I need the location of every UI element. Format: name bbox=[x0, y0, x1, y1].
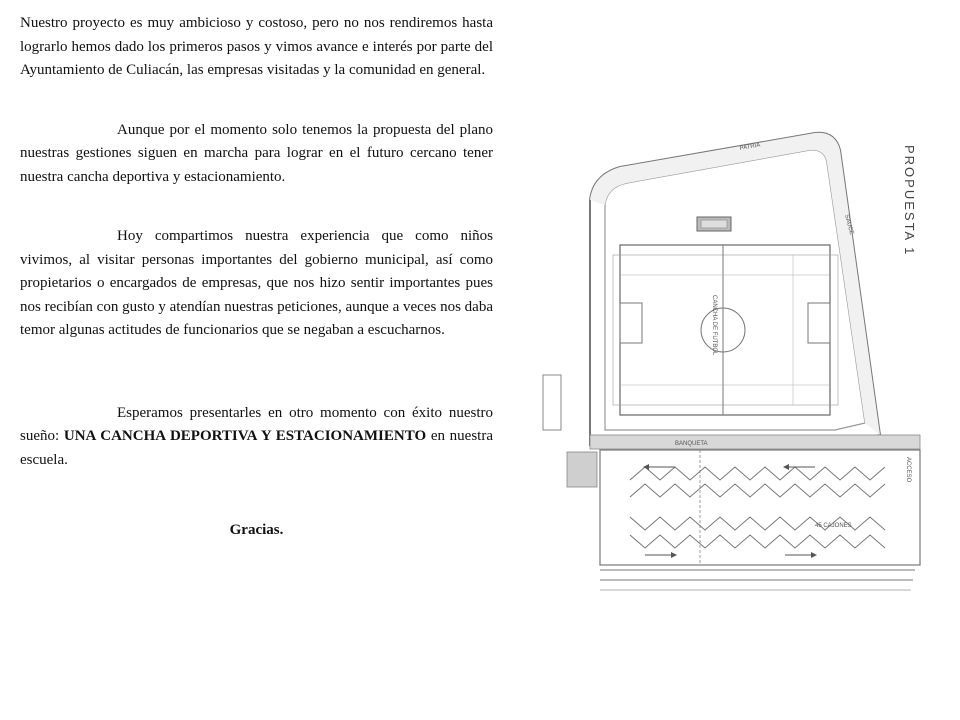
arrow-3-head bbox=[671, 552, 677, 558]
field-outer-line bbox=[613, 255, 838, 405]
label-street-top: PATRIA bbox=[739, 142, 761, 152]
plan-title: PROPUESTA 1 bbox=[902, 145, 917, 257]
parking-stalls-row2 bbox=[630, 484, 885, 497]
label-parking: 45 CAJONES bbox=[815, 523, 852, 529]
paragraph-4-highlight: UNA CANCHA DEPORTIVA Y ESTACIONAMIENTO bbox=[63, 428, 427, 444]
label-walkway: BANQUETA bbox=[675, 441, 708, 447]
paragraph-4 bbox=[20, 402, 493, 473]
right-goal-area bbox=[808, 303, 830, 343]
paragraph-4-start: Esperamos presentarles en otro momento con éxito nuestro sueño: bbox=[20, 404, 493, 444]
site-plan-drawing bbox=[535, 105, 945, 625]
paragraph-4-end: en nuestra escuela. bbox=[20, 428, 493, 468]
site-plan-svg bbox=[535, 105, 945, 625]
arrow-4-head bbox=[811, 552, 817, 558]
parking-stalls-top bbox=[630, 467, 885, 480]
text-column bbox=[20, 12, 493, 543]
arrow-1-head bbox=[643, 464, 649, 470]
property-inner-outline bbox=[605, 150, 865, 430]
side-building bbox=[543, 375, 561, 430]
left-goal-area bbox=[620, 303, 642, 343]
small-building-inner bbox=[701, 220, 727, 228]
label-field: CANCHA DE FUTBOL bbox=[711, 295, 717, 356]
arrow-2-head bbox=[783, 464, 789, 470]
label-street-right: SAUCE bbox=[843, 213, 855, 236]
walkway-band bbox=[590, 435, 920, 449]
soccer-field bbox=[620, 245, 830, 415]
parking-stalls-bottom bbox=[630, 535, 885, 548]
paragraph-3: Hoy compartimos nuestra experiencia que como niños vivimos, al visitar personas importantes del gobierno municipal, así como propietarios o encargados de empresas, que nos hizo sentir importantes pues nos recibían con gusto y atendían nuestras peticiones, aunque a veces nos daba temor algunas actitudes de funcionarios que se negaban a escucharnos. bbox=[20, 228, 493, 338]
sidewalk-strip bbox=[590, 133, 880, 435]
paragraph-2: Aunque por el momento solo tenemos la propuesta del plano nuestras gestiones siguen en marcha para lograr en el futuro cercano tener nuestra cancha deportiva y estacionamiento. bbox=[20, 121, 493, 185]
label-access: ACCESO bbox=[905, 457, 911, 483]
closing-thanks: Gracias. bbox=[229, 522, 284, 538]
paragraph-1: Nuestro proyecto es muy ambicioso y costoso, pero no nos rendiremos hasta lograrlo hemos dado los primeros pasos y vimos avance e interés por parte del Ayuntamiento de Culiacán, las empresas visitadas y la comunidad en general. bbox=[20, 15, 493, 78]
entrance-block bbox=[567, 452, 597, 487]
